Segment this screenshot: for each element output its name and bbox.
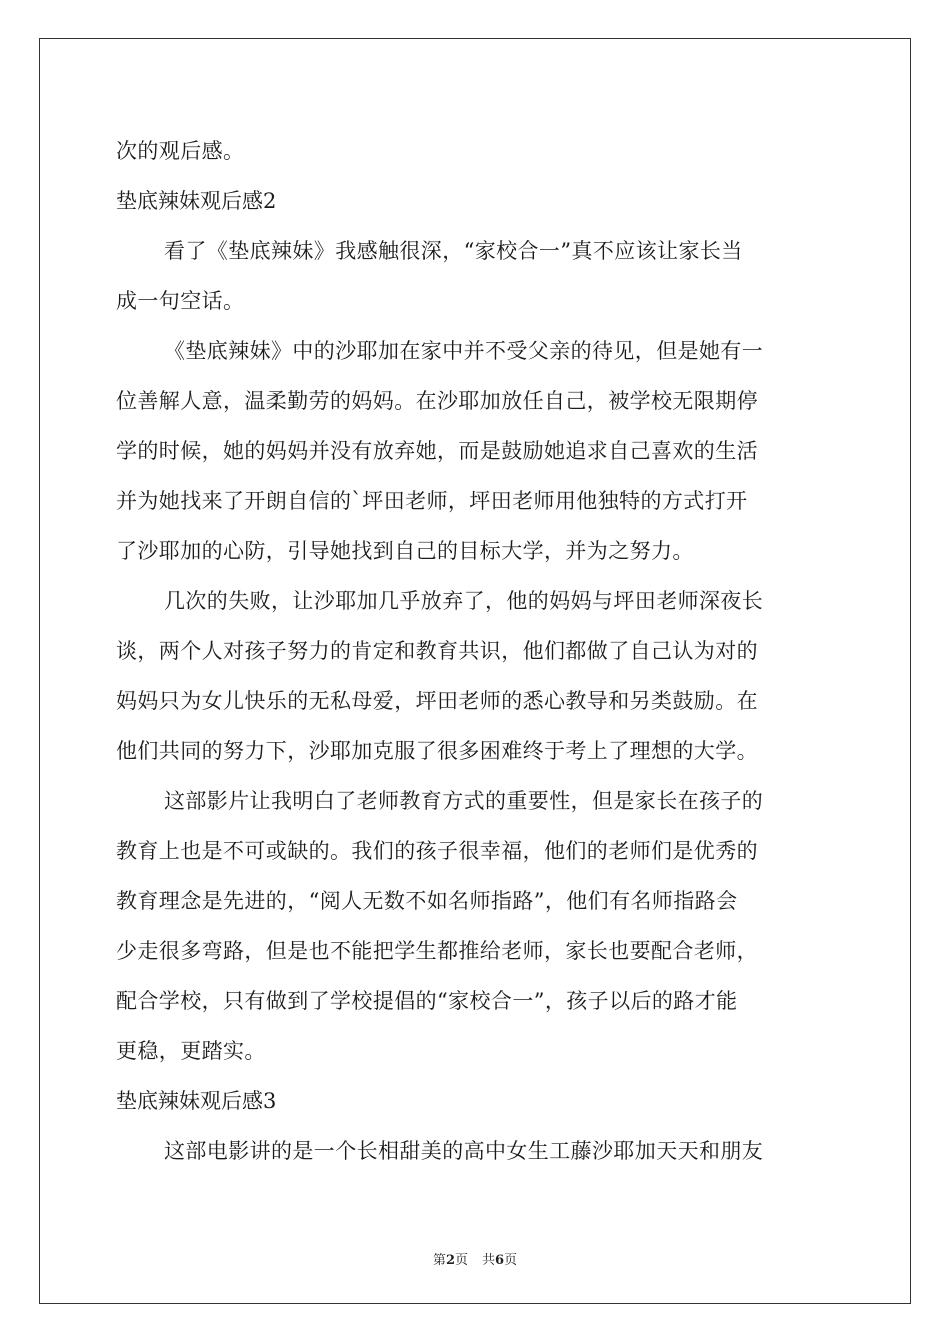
paragraph-first-line: 这部影片让我明白了老师教育方式的重要性，但是家长在孩子的	[164, 789, 764, 813]
section-heading: 垫底辣妹观后感2	[116, 189, 277, 213]
total-prefix: 共	[482, 1253, 496, 1268]
page-prefix: 第	[432, 1253, 446, 1268]
text-line: 教育上也是不可或缺的。我们的孩子很幸福，他们的老师们是优秀的	[116, 839, 758, 863]
document-body	[116, 126, 832, 1176]
total-suffix: 页	[504, 1253, 518, 1268]
text-line: 他们共同的努力下，沙耶加克服了很多困难终于考上了理想的大学。	[116, 739, 758, 763]
text-line: 次的观后感。	[116, 139, 245, 163]
text-line: 教育理念是先进的，“阅人无数不如名师指路”，他们有名师指路会	[116, 889, 738, 913]
total-page-count: 6	[495, 1253, 505, 1268]
current-page-number: 2	[445, 1253, 455, 1268]
text-line: 谈，两个人对孩子努力的肯定和教育共识，他们都做了自己认为对的	[116, 639, 758, 663]
text-line: 更稳，更踏实。	[116, 1039, 266, 1063]
text-line: 学的时候，她的妈妈并没有放弃她，而是鼓励她追求自己喜欢的生活	[116, 439, 758, 463]
text-line: 妈妈只为女儿快乐的无私母爱，坪田老师的悉心教导和另类鼓励。在	[116, 689, 758, 713]
paragraph-first-line: 《垫底辣妹》中的沙耶加在家中并不受父亲的待见，但是她有一	[164, 339, 764, 363]
section-heading: 垫底辣妹观后感3	[116, 1089, 277, 1113]
text-line: 少走很多弯路，但是也不能把学生都推给老师，家长也要配合老师，	[116, 939, 758, 963]
text-line: 配合学校，只有做到了学校提倡的“家校合一”，孩子以后的路才能	[116, 989, 738, 1013]
text-line: 了沙耶加的心防，引导她找到自己的目标大学，并为之努力。	[116, 539, 694, 563]
page-footer	[0, 1249, 950, 1268]
paragraph-first-line: 这部电影讲的是一个长相甜美的高中女生工藤沙耶加天天和朋友	[164, 1139, 764, 1163]
text-line: 并为她找来了开朗自信的`坪田老师，坪田老师用他独特的方式打开	[116, 489, 748, 513]
text-line: 成一句空话。	[116, 289, 245, 313]
text-line: 位善解人意，温柔勤劳的妈妈。在沙耶加放任自己，被学校无限期停	[116, 389, 758, 413]
paragraph-first-line: 几次的失败，让沙耶加几乎放弃了，他的妈妈与坪田老师深夜长	[164, 589, 764, 613]
page-suffix: 页	[454, 1253, 468, 1268]
paragraph-first-line: 看了《垫底辣妹》我感触很深，“家校合一”真不应该让家长当	[164, 239, 743, 263]
